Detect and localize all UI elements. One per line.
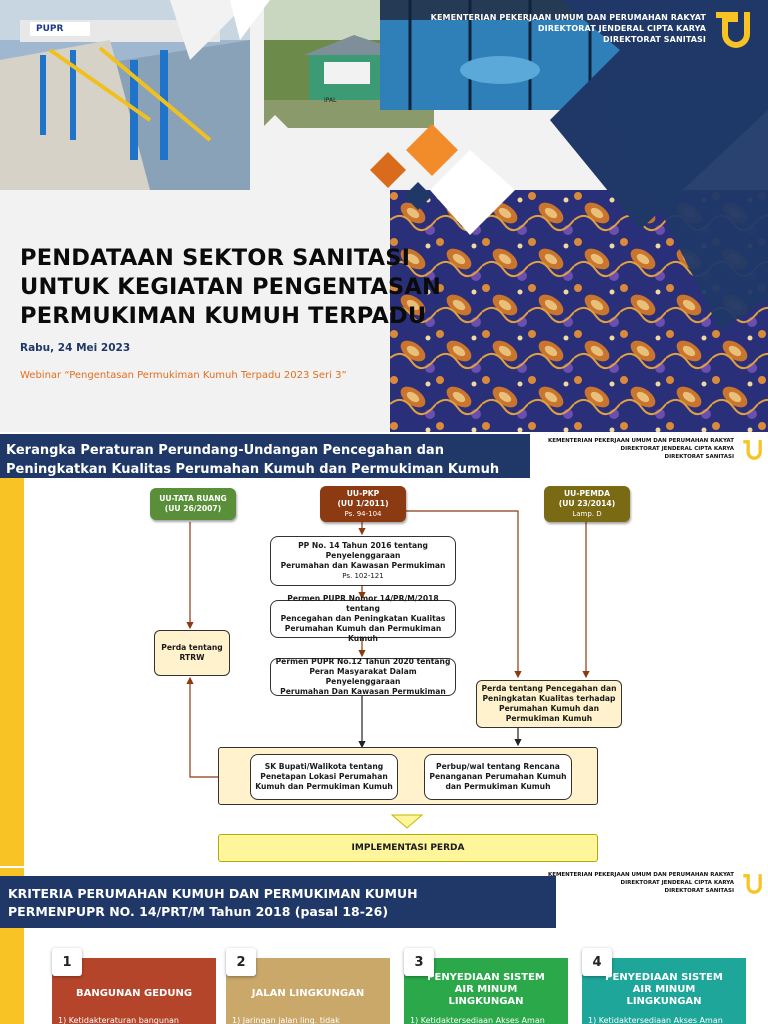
card-title: [582, 972, 746, 1008]
pp14-box: [270, 536, 456, 586]
cover-title-line: UNTUK KEGIATAN PENGENTASAN: [20, 274, 441, 300]
ministry-header: [548, 871, 734, 895]
law-name: UU-PEMDA: [564, 489, 610, 498]
card-title-line: LINGKUNGAN: [626, 996, 702, 1007]
directorate-general: DIREKTORAT JENDERAL CIPTA KARYA: [620, 880, 734, 886]
sk-line: Penetapan Lokasi Perumahan: [260, 772, 388, 781]
perda-pencegahan-line: Perumahan Kumuh dan: [499, 704, 599, 713]
card-title-line: PENYEDIAAN SISTEM: [427, 972, 545, 983]
permen12-box: [270, 658, 456, 696]
criteria-card-jalan: [226, 954, 390, 1024]
law-name: UU-PKP: [346, 489, 380, 498]
permen12-line: Permen PUPR No.12 Tahun 2020 tentang: [275, 657, 451, 666]
slide-title-line: PERMENPUPR NO. 14/PRT/M Tahun 2018 (pasal 18-26): [8, 904, 389, 919]
card-number: 2: [226, 948, 256, 976]
permen14-line: Pencegahan dan Peningkatan Kualitas: [280, 614, 446, 623]
law-box-pkp: [320, 486, 406, 522]
perda-pencegahan-line: Permukiman Kumuh: [505, 714, 593, 723]
sk-line: Kumuh dan Permukiman Kumuh: [255, 782, 393, 791]
regulation-framework-slide: [0, 434, 768, 866]
perda-rtrw-line: RTRW: [179, 653, 205, 662]
directorate-general: DIREKTORAT JENDERAL CIPTA KARYA: [620, 446, 734, 452]
pu-logo-icon: [710, 8, 754, 52]
criteria-slide: [0, 868, 768, 1024]
directorate: DIREKTORAT SANITASI: [603, 35, 706, 44]
card-title: [404, 972, 568, 1008]
cover-date: Rabu, 24 Mei 2023: [20, 342, 131, 354]
webinar-subtitle: Webinar “Pengentasan Permukiman Kumuh Terpadu 2023 Seri 3”: [20, 370, 347, 381]
pp14-article: Ps. 102-121: [342, 572, 384, 580]
law-appendix: Lamp. D: [572, 510, 602, 518]
law-article: Ps. 94-104: [344, 510, 382, 518]
ministry-name: KEMENTERIAN PEKERJAAN UMUM DAN PERUMAHAN RAKYAT: [430, 13, 706, 22]
permen12-line: Peran Masyarakat Dalam Penyelenggaraan: [309, 667, 417, 686]
card-item: 1) Jaringan jalan ling. tidak: [232, 1016, 340, 1024]
ministry-header: [431, 12, 706, 45]
cover-slide: [0, 0, 768, 432]
slide-title-line: Peningkatkan Kualitas Perumahan Kumuh dan Permukiman Kumuh: [6, 462, 500, 477]
law-box-pemda: [544, 486, 630, 522]
law-number: (UU 26/2007): [164, 504, 222, 513]
criteria-card-air-minum-a: [404, 954, 568, 1024]
permen14-line: Permen PUPR Nomor 14/PR/M/2018 tentang: [287, 594, 439, 613]
directorate-general: DIREKTORAT JENDERAL CIPTA KARYA: [537, 24, 706, 33]
orange-diamond-accents: [360, 118, 470, 218]
pp14-line: Perumahan dan Kawasan Permukiman: [280, 561, 446, 570]
cover-title-line: PENDATAAN SEKTOR SANITASI: [20, 245, 411, 271]
perda-rtrw-box: [154, 630, 230, 676]
perbup-line: dan Permukiman Kumuh: [445, 782, 551, 791]
law-number: (UU 23/2014): [558, 499, 616, 508]
pu-logo-icon: [740, 872, 764, 896]
pp14-line: Penyelenggaraan: [325, 551, 401, 560]
slide-title-line: KRITERIA PERUMAHAN KUMUH DAN PERMUKIMAN KUMUH: [8, 886, 418, 901]
permen14-box: [270, 594, 456, 643]
card-number: 3: [404, 948, 434, 976]
directorate: DIREKTORAT SANITASI: [664, 888, 734, 894]
law-name: UU-TATA RUANG: [159, 494, 227, 503]
directorate: DIREKTORAT SANITASI: [664, 454, 734, 460]
permen14-line: Perumahan Kumuh dan Permukiman Kumuh: [284, 624, 442, 643]
law-box-tata-ruang: [150, 488, 236, 520]
law-number: (UU 1/2011): [337, 499, 389, 508]
building-sign: IPAL: [324, 97, 337, 104]
card-title-line: AIR MINUM: [632, 984, 696, 995]
criteria-card-air-minum-b: [582, 954, 746, 1024]
perbup-line: Perbup/wal tentang Rencana: [436, 762, 560, 771]
card-item: 1) Ketidaktersediaan Akses Aman: [410, 1016, 545, 1024]
pp14-line: PP No. 14 Tahun 2016 tentang: [298, 541, 428, 550]
card-title-line: LINGKUNGAN: [448, 996, 524, 1007]
cover-title: [20, 244, 441, 331]
permen12-line: Perumahan Dan Kawasan Permukiman: [280, 687, 446, 696]
ministry-name: KEMENTERIAN PEKERJAAN UMUM DAN PERUMAHAN RAKYAT: [547, 438, 734, 444]
pupr-photo-logo: PUPR: [36, 24, 64, 34]
slide-title-bar: [0, 876, 556, 928]
sk-line: SK Bupati/Walikota tentang: [264, 762, 384, 771]
slide-title: [8, 885, 418, 921]
perbup-box: [424, 754, 572, 800]
perda-rtrw-line: Perda tentang: [161, 643, 223, 652]
perbup-line: Penanganan Perumahan Kumuh: [429, 772, 567, 781]
card-title: JALAN LINGKUNGAN: [251, 988, 365, 999]
perda-pencegahan-line: Perda tentang Pencegahan dan: [481, 684, 617, 693]
perda-pencegahan-line: Peningkatan Kualitas terhadap: [482, 694, 616, 703]
slide-title-line: Kerangka Peraturan Perundang-Undangan Pencegahan dan: [6, 443, 444, 458]
sk-bupati-box: [250, 754, 398, 800]
card-number: 1: [52, 948, 82, 976]
card-title: BANGUNAN GEDUNG: [75, 988, 193, 999]
card-number: 4: [582, 948, 612, 976]
card-title-line: AIR MINUM: [454, 984, 518, 995]
perda-pencegahan-box: [476, 680, 622, 728]
cover-title-line: PERMUKIMAN KUMUH TERPADU: [20, 303, 427, 329]
card-title-line: PENYEDIAAN SISTEM: [605, 972, 723, 983]
ministry-name: KEMENTERIAN PEKERJAAN UMUM DAN PERUMAHAN RAKYAT: [547, 872, 734, 878]
card-item: 1) Ketidakteraturan bangunan: [58, 1016, 179, 1024]
implementasi-perda-box: IMPLEMENTASI PERDA: [218, 834, 598, 862]
criteria-card-bangunan: [52, 954, 216, 1024]
card-item: 1) Ketidaktersediaan Akses Aman: [588, 1016, 723, 1024]
